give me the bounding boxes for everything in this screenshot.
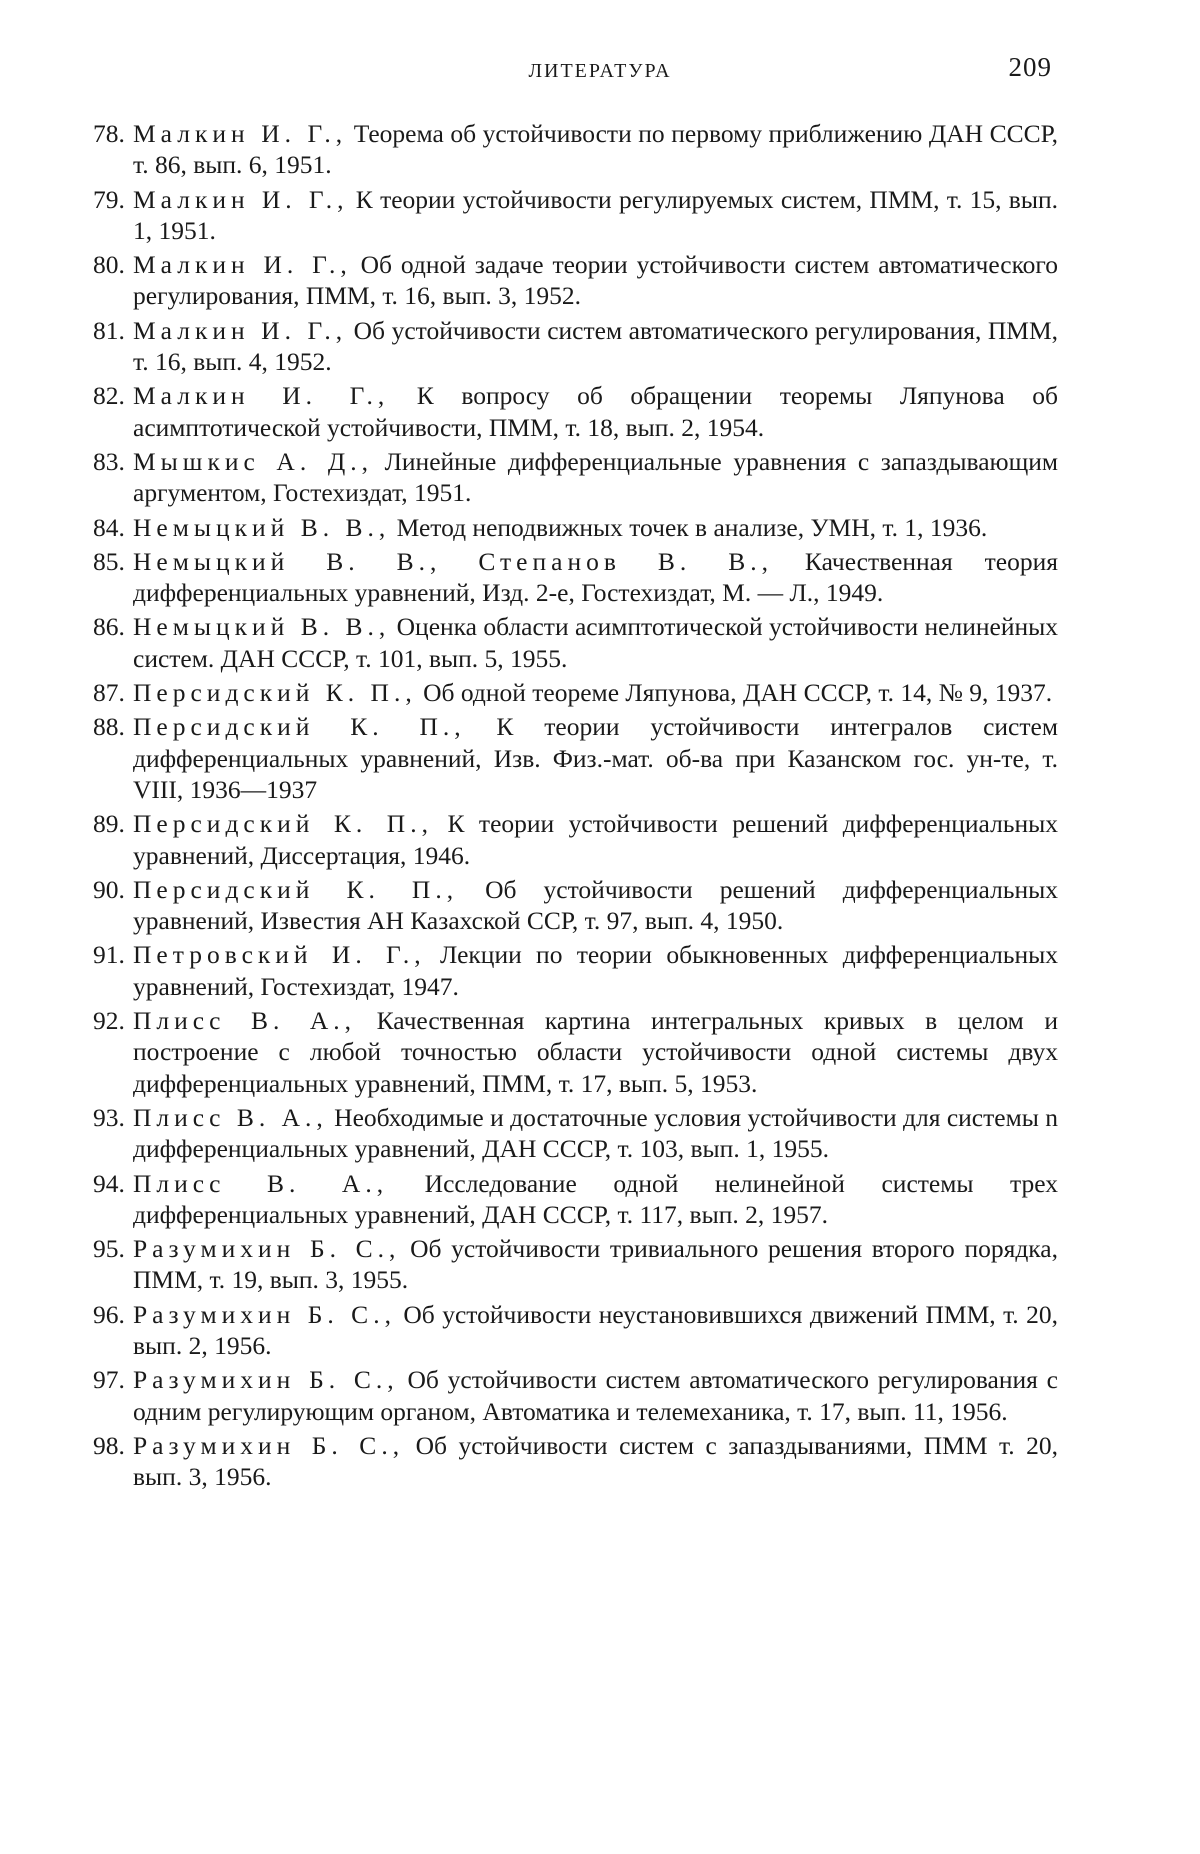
reference-details: К вопросу об обращении теоремы Ляпунова об асимптотической устойчивости, ПММ, т. 18, вып. 2, 1954. xyxy=(133,381,1058,442)
reference-item xyxy=(93,512,1058,543)
reference-number: 97. xyxy=(93,1365,125,1395)
reference-author: Персидский К. П., xyxy=(133,712,466,742)
page-header xyxy=(0,52,1200,92)
reference-details: Об устойчивости систем с запаздываниями, ПММ т. 20, вып. 3, 1956. xyxy=(133,1430,1058,1492)
reference-number: 85. xyxy=(93,546,125,576)
reference-author: Персидский К. П., xyxy=(133,678,417,708)
reference-text xyxy=(133,874,1058,937)
reference-author: Плисс В. А., xyxy=(133,1102,328,1132)
reference-item xyxy=(93,1168,1058,1231)
reference-text xyxy=(133,184,1058,247)
reference-details: Об устойчивости тривиального решения второго порядка, ПММ, т. 19, вып. 3, 1955. xyxy=(133,1234,1058,1295)
reference-details: Качественная картина интегральных кривых в целом и построение с любой точностью области устойчивости одной системы двух дифференциальных уравнений, ПММ, т. 17, вып. 5, 1953. xyxy=(133,1006,1058,1098)
reference-number: 95. xyxy=(93,1234,125,1264)
reference-text xyxy=(133,1364,1058,1427)
reference-details: Необходимые и достаточные условия устойчивости для системы n дифференциальных уравнений, ДАН СССР, т. 103, вып. 1, 1955. xyxy=(133,1102,1058,1164)
reference-number: 89. xyxy=(93,809,125,839)
reference-number: 87. xyxy=(93,678,125,708)
reference-item xyxy=(93,711,1058,805)
reference-details: Об одной задаче теории устойчивости систем автоматического регулирования, ПММ, т. 16, вып. 3, 1952. xyxy=(133,250,1059,311)
reference-item xyxy=(93,315,1058,378)
reference-details: Об одной теореме Ляпунова, ДАН СССР, т. 14, № 9, 1937. xyxy=(416,678,1053,708)
reference-number: 78. xyxy=(93,119,125,148)
reference-text xyxy=(133,512,1058,543)
reference-text xyxy=(133,611,1058,674)
reference-item xyxy=(93,808,1058,871)
reference-item xyxy=(93,939,1058,1002)
reference-details: Теорема об устойчивости по первому приближению ДАН СССР, т. 86, вып. 6, 1951. xyxy=(133,119,1059,180)
reference-author: Разумихин Б. С., xyxy=(133,1299,396,1329)
reference-item xyxy=(93,1364,1058,1427)
reference-text xyxy=(133,677,1058,708)
reference-details: К теории устойчивости регулируемых систем, ПММ, т. 15, вып. 1, 1951. xyxy=(133,184,1058,245)
reference-text xyxy=(133,315,1058,378)
reference-number: 81. xyxy=(93,315,125,345)
reference-details: Об устойчивости неустановившихся движений ПММ, т. 20, вып. 2, 1956. xyxy=(133,1299,1058,1360)
reference-number: 79. xyxy=(93,184,125,214)
reference-author: Плисс В. А., xyxy=(133,1006,357,1036)
reference-item xyxy=(93,184,1058,247)
reference-item xyxy=(93,546,1058,609)
reference-author: Малкин И. Г., xyxy=(133,381,390,411)
reference-author: Малкин И. Г., xyxy=(133,315,348,345)
reference-text xyxy=(133,446,1058,509)
reference-author: Разумихин Б. С., xyxy=(133,1234,401,1264)
reference-item xyxy=(93,874,1058,937)
reference-details: Оценка области асимптотической устойчивости нелинейных систем. ДАН СССР, т. 101, вып. 5, 1955. xyxy=(133,612,1058,673)
reference-item xyxy=(93,1102,1058,1165)
reference-author: Малкин И. Г., xyxy=(133,119,348,148)
reference-details: Об устойчивости решений дифференциальных уравнений, Известия АН Казахской ССР, т. 97, вып. 4, 1950. xyxy=(133,874,1058,936)
reference-author: Разумихин Б. С., xyxy=(133,1365,399,1395)
reference-author: Малкин И. Г., xyxy=(133,184,349,214)
reference-text xyxy=(133,380,1058,443)
reference-details: Качественная теория дифференциальных уравнений, Изд. 2-е, Гостехиздат, М. — Л., 1949. xyxy=(133,546,1058,608)
reference-author: Немыцкий В. В., xyxy=(133,612,391,642)
reference-text xyxy=(133,711,1058,805)
reference-item xyxy=(93,1005,1058,1099)
reference-text xyxy=(133,808,1058,871)
reference-text xyxy=(133,1005,1058,1099)
reference-number: 84. xyxy=(93,512,125,542)
reference-author: Персидский К. П., xyxy=(133,874,459,904)
reference-text xyxy=(133,1102,1058,1165)
reference-item xyxy=(93,1233,1058,1296)
reference-text xyxy=(133,546,1058,609)
reference-number: 91. xyxy=(93,940,125,970)
reference-details: К теории устойчивости интегралов систем дифференциальных уравнений, Изв. Физ.-мат. об-ва при Казанском гос. ун-те, т. VIII, 1936—1937 xyxy=(133,712,1058,804)
reference-number: 86. xyxy=(93,612,125,642)
reference-details: К теории устойчивости решений дифференциальных уравнений, Диссертация, 1946. xyxy=(133,809,1058,870)
running-title: ЛИТЕРАТУРА xyxy=(528,60,672,82)
reference-details: Метод неподвижных точек в анализе, УМН, т. 1, 1936. xyxy=(390,512,988,542)
reference-text xyxy=(133,1299,1058,1362)
reference-number: 90. xyxy=(93,874,125,904)
reference-author: Разумихин Б. С., xyxy=(133,1430,405,1460)
reference-details: Лекции по теории обыкновенных дифференциальных уравнений, Гостехиздат, 1947. xyxy=(133,940,1058,1001)
reference-number: 82. xyxy=(93,381,125,411)
reference-details: Линейные дифференциальные уравнения с запаздывающим аргументом, Гостехиздат, 1951. xyxy=(133,446,1058,508)
reference-item xyxy=(93,118,1059,181)
reference-item xyxy=(93,249,1059,312)
reference-text xyxy=(133,118,1058,181)
reference-text xyxy=(133,939,1058,1002)
reference-author: Плисс В. А., xyxy=(133,1168,389,1198)
reference-text xyxy=(133,1168,1058,1231)
page-number: 209 xyxy=(1008,52,1052,82)
reference-number: 92. xyxy=(93,1006,125,1036)
reference-item xyxy=(93,1299,1058,1362)
reference-details: Об устойчивости систем автоматического регулирования с одним регулирующим органом, Автоматика и телемеханика, т. 17, вып. 11, 1956. xyxy=(133,1365,1058,1426)
reference-text xyxy=(133,1233,1058,1296)
reference-author: Петровский И. Г., xyxy=(133,940,426,970)
reference-author: Персидский К. П., xyxy=(133,809,433,839)
reference-details: Исследование одной нелинейной системы трех дифференциальных уравнений, ДАН СССР, т. 117, вып. 2, 1957. xyxy=(133,1168,1058,1229)
reference-text xyxy=(133,1430,1058,1493)
reference-item xyxy=(93,1430,1058,1493)
reference-number: 98. xyxy=(93,1430,125,1460)
reference-number: 94. xyxy=(93,1168,125,1198)
reference-number: 93. xyxy=(93,1102,125,1132)
reference-number: 88. xyxy=(93,712,125,742)
reference-details: Об устойчивости систем автоматического регулирования, ПММ, т. 16, вып. 4, 1952. xyxy=(133,315,1058,377)
reference-item xyxy=(93,677,1058,708)
reference-author: Немыцкий В. В., xyxy=(133,512,391,542)
reference-item xyxy=(93,611,1058,674)
reference-number: 96. xyxy=(93,1299,125,1329)
reference-author: Немыцкий В. В., Степанов В. В., xyxy=(133,546,773,576)
reference-number: 83. xyxy=(93,446,125,476)
reference-author: Малкин И. Г., xyxy=(133,250,352,280)
reference-list xyxy=(93,118,1059,1495)
reference-author: Мышкис А. Д., xyxy=(133,446,373,476)
reference-text xyxy=(133,249,1058,312)
reference-item xyxy=(93,380,1058,443)
reference-item xyxy=(93,446,1058,509)
reference-number: 80. xyxy=(93,250,125,280)
